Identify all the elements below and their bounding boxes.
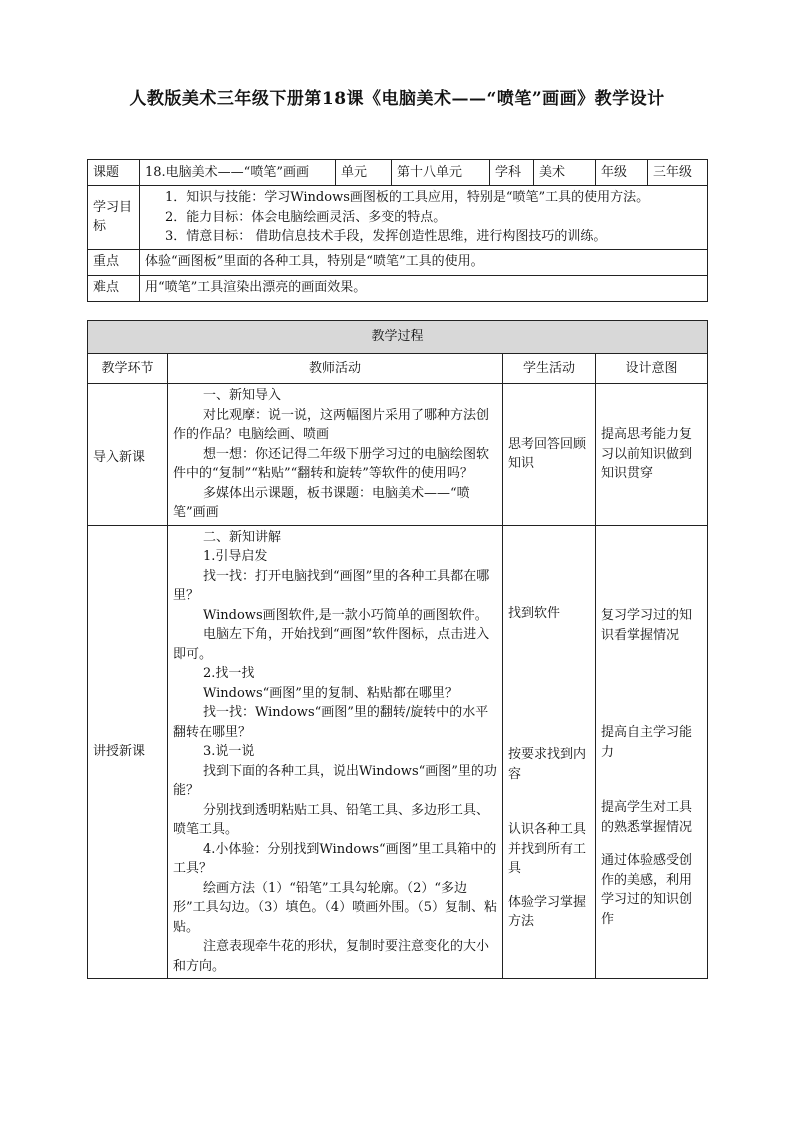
grade-value: 三年级 [648, 160, 708, 186]
teacher-line: 二、新知讲解 [203, 529, 282, 545]
process-header: 教学过程 [88, 321, 708, 354]
topic-label: 课题 [88, 160, 140, 186]
goal-item: 2．能力目标：体会电脑绘画灵活、多变的特点。 [165, 209, 447, 225]
student-item: 找到软件 [508, 605, 561, 621]
intent-item: 提高学生对工具的熟悉掌握情况 [601, 800, 693, 835]
table-row [88, 525, 708, 979]
unit-value: 第十八单元 [392, 160, 490, 186]
teacher-line: 找到下面的各种工具，说出Windows“画图”里的功能？ [173, 763, 497, 798]
teacher-line: Windows画图软件,是一款小巧简单的画图软件。 [203, 607, 488, 623]
teacher-line: 想一想：你还记得二年级下册学习过的电脑绘图软件中的“复制”“粘贴”“翻转和旋转”等软件的使用吗？ [173, 446, 490, 481]
process-table [87, 320, 708, 979]
subject-value: 美术 [534, 160, 596, 186]
difficulty-value: 用“喷笔”工具渲染出漂亮的画面效果。 [140, 275, 708, 301]
teacher-line: Windows“画图”里的复制、粘贴都在哪里？ [203, 685, 458, 701]
table-row [88, 384, 708, 526]
teacher-line: 注意表现牵牛花的形状，复制时要注意变化的大小和方向。 [173, 939, 490, 974]
teacher-line: 多媒体出示课题，板书课题：电脑美术——“喷笔”画画 [173, 485, 470, 520]
student-cell: 思考回答回顾知识 [503, 384, 596, 526]
teacher-line: 4.小体验：分别找到Windows“画图”里工具箱中的工具？ [173, 841, 497, 876]
col-stage: 教学环节 [88, 354, 168, 384]
topic-value: 18.电脑美术——“喷笔”画画 [140, 160, 336, 186]
student-item: 按要求找到内容 [508, 747, 587, 782]
student-item: 体验学习掌握方法 [508, 894, 587, 930]
student-item: 认识各种工具并找到所有工具 [508, 822, 587, 877]
key-value: 体验“画图板”里面的各种工具，特别是“喷笔”工具的使用。 [140, 249, 708, 275]
unit-label: 单元 [336, 160, 392, 186]
teacher-line: 找一找：Windows“画图”里的翻转/旋转中的水平翻转在哪里？ [173, 705, 489, 740]
column-header-row [88, 354, 708, 384]
teacher-line: 电脑左下角，开始找到“画图”软件图标，点击进入即可。 [173, 627, 490, 662]
subject-label: 学科 [490, 160, 534, 186]
teacher-line: 分别找到透明粘贴工具、铅笔工具、多边形工具、喷笔工具。 [173, 802, 490, 837]
col-student: 学生活动 [503, 354, 596, 384]
goals-content [140, 186, 708, 250]
document-title: 人教版美术三年级下册第18课《电脑美术——“喷笔”画画》教学设计 [129, 89, 665, 109]
teacher-line: 一、新知导入 [203, 388, 282, 403]
grade-label: 年级 [596, 160, 648, 186]
intent-cell [596, 525, 708, 979]
key-row [88, 249, 708, 275]
intent-item: 复习学习过的知识看掌握情况 [601, 608, 693, 643]
goal-item: 1．知识与技能：学习Windows画图板的工具应用，特别是“喷笔”工具的使用方法。 [165, 190, 650, 205]
key-label: 重点 [88, 249, 140, 275]
goals-label: 学习目标 [88, 186, 140, 250]
teacher-cell [168, 384, 503, 526]
teacher-line: 2.找一找 [203, 666, 255, 681]
stage-cell: 讲授新课 [88, 525, 168, 979]
info-row [88, 160, 708, 186]
goal-item: 3．情意目标： 借助信息技术手段，发挥创造性思维，进行构图技巧的训练。 [165, 229, 607, 244]
teacher-line: 绘画方法（1）“铅笔”工具勾轮廓。（2）“多边形”工具勾边。（3）填色。（4）喷画外围。（5）复制、粘贴。 [173, 880, 497, 935]
intent-item: 提高自主学习能力 [601, 725, 693, 760]
lesson-plan-table [87, 159, 708, 302]
difficulty-row [88, 275, 708, 301]
difficulty-label: 难点 [88, 275, 140, 301]
col-intent: 设计意图 [596, 354, 708, 384]
teacher-line: 3.说一说 [203, 744, 255, 759]
stage-cell: 导入新课 [88, 384, 168, 526]
teacher-line: 对比观摩：说一说，这两幅图片采用了哪种方法创作的作品？电脑绘画、喷画 [173, 407, 490, 442]
col-teacher: 教师活动 [168, 354, 503, 384]
student-cell [503, 525, 596, 979]
teacher-line: 1.引导启发 [203, 549, 268, 564]
goals-row [88, 186, 708, 250]
teacher-line: 找一找：打开电脑找到“画图”里的各种工具都在哪里？ [173, 568, 490, 603]
intent-cell: 提高思考能力复习以前知识做到知识贯穿 [596, 384, 708, 526]
teacher-cell [168, 525, 503, 979]
intent-item: 通过体验感受创作的美感，利用学习过的知识创作 [601, 853, 693, 927]
